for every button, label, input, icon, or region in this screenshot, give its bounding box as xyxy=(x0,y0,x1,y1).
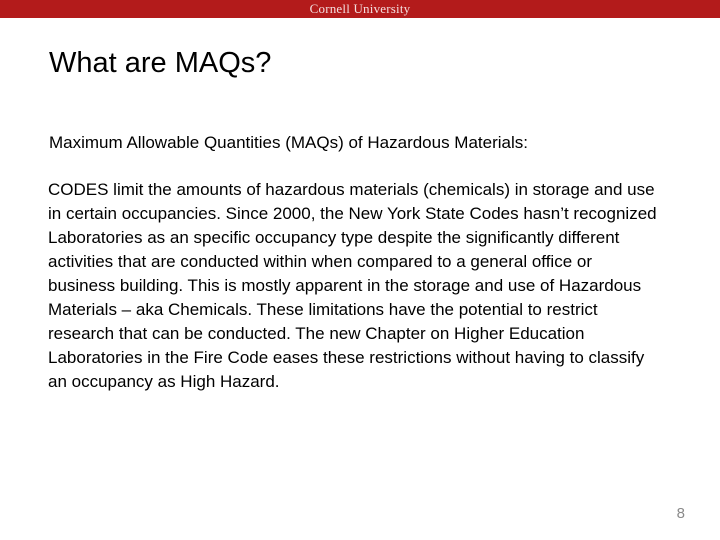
slide-subheading: Maximum Allowable Quantities (MAQs) of Hazardous Materials: xyxy=(49,133,528,152)
cornell-university-wordmark: Cornell University xyxy=(309,1,411,16)
page-number: 8 xyxy=(676,505,685,522)
slide-body-text: CODES limit the amounts of hazardous materials (chemicals) in storage and use in certain occupancies. Since 2000, the New York State Codes hasn’t recognized Laboratories as an specific occupancy type despite the significantly different activities that are conducted within when compared to a general office or business building. This is mostly apparent in the storage and use of Hazardous Materials – aka Chemicals. These limitations have the potential to restrict research that can be conducted. The new Chapter on Higher Education Laboratories in the Fire Code eases these restrictions without having to classify an occupancy as High Hazard. xyxy=(48,180,657,391)
slide-title: What are MAQs? xyxy=(49,47,272,79)
header-bar xyxy=(0,0,720,18)
